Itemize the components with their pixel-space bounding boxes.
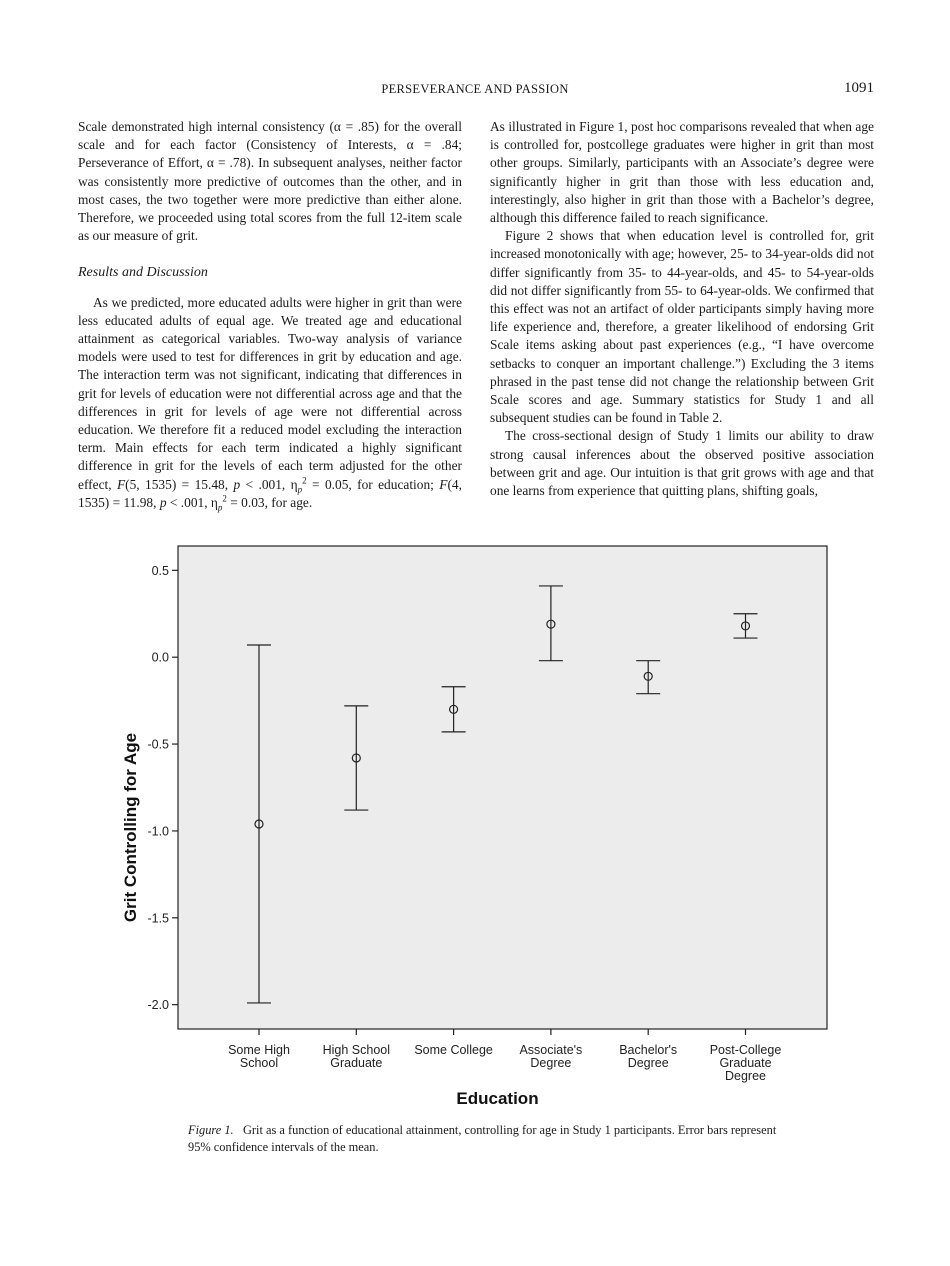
figure-caption bbox=[188, 1122, 778, 1156]
y-tick-label: 0.5 bbox=[151, 563, 169, 578]
right-column bbox=[490, 118, 874, 500]
x-tick-label: Associate's Degree bbox=[519, 1043, 583, 1070]
x-tick-label: High School Graduate bbox=[322, 1043, 391, 1070]
running-head: PERSEVERANCE AND PASSION bbox=[381, 82, 569, 96]
paragraph: As we predicted, more educated adults were higher in grit than were less educated adults of equal age. We treated age and educational attainment as categorical variables. Two-way analysis of variance models were used to test for differences in grit by education and age. The interaction term was not significant, indicating that differences in grit for levels of education were not differential across age and that the differences in grit for levels of age were not differential across education. We therefore fit a reduced model excluding the interaction term. Main effects for each term indicated a highly significant difference in grit for the levels of each term adjusted for the other effect, F(5, 1535) = 15.48, p < .001, $\eta_p^2 = 0.05$, for education; F(4, 1535) = 11.98, p < .001, $\eta_p^2 = 0.03$, for age. bbox=[78, 294, 462, 513]
error-bar-chart bbox=[110, 538, 850, 1118]
left-column bbox=[78, 118, 462, 512]
x-tick-label: Post-College Graduate Degree bbox=[709, 1043, 782, 1083]
y-axis-title: Grit Controlling for Age bbox=[121, 732, 140, 923]
x-tick-label: Some High School bbox=[228, 1043, 290, 1070]
y-tick-label: -1.5 bbox=[147, 911, 169, 926]
x-tick-label: Some College bbox=[414, 1043, 493, 1057]
plot-area bbox=[178, 546, 827, 1029]
paragraph: Scale demonstrated high internal consistency (α = .85) for the overall scale and for each factor (Consistency of Interests, α = .84; Perseverance of Effort, α = .78). In subsequent analyses, neither factor was consistently more predictive of outcomes than the other, and in most cases, the two together were more predictive than either alone. Therefore, we proceeded using total scores from the full 12-item scale as our measure of grit. bbox=[78, 119, 462, 244]
page-number: 1091 bbox=[844, 80, 874, 96]
paragraph: The cross-sectional design of Study 1 limits our ability to draw strong causal inferences about the observed positive association between grit and age. Our intuition is that grit grows with age and that one learns from experience that quitting plans, shifting goals, bbox=[490, 428, 874, 499]
x-axis-title: Education bbox=[456, 1089, 539, 1108]
x-tick-label: Bachelor's Degree bbox=[619, 1043, 678, 1070]
caption-text: Grit as a function of educational attainment, controlling for age in Study 1 participants. Error bars represent 95% confidence intervals of the mean. bbox=[188, 1123, 777, 1154]
paragraph: As illustrated in Figure 1, post hoc comparisons revealed that when age is controlled for, postcollege graduates were higher in grit than most other groups. Similarly, participants with an Associate’s degree were significantly higher in grit than those with less education and, interestingly, also higher in grit than those with a Bachelor’s degree, although this difference failed to reach significance. bbox=[490, 119, 874, 226]
figure-1 bbox=[110, 538, 850, 1118]
section-heading: Results and Discussion bbox=[78, 265, 208, 281]
y-tick-label: -1.0 bbox=[147, 824, 169, 839]
y-tick-label: 0.0 bbox=[151, 650, 169, 665]
y-tick-label: -2.0 bbox=[147, 998, 169, 1013]
y-tick-label: -0.5 bbox=[147, 737, 169, 752]
caption-label: Figure 1. bbox=[188, 1123, 234, 1137]
paragraph: Figure 2 shows that when education level is controlled for, grit increased monotonically with age; however, 25- to 34-year-olds did not differ significantly from 35- to 44-year-olds, and 45- to 54-year-olds did not differ significantly from 55- to 64-year-olds. We confirmed that this effect was not an artifact of older participants simply having more life experience and, therefore, a greater likelihood of endorsing Grit Scale items asking about past experiences (e.g., “I have overcome setbacks to conquer an important challenge.”) Excluding the 3 items phrased in the past tense did not change the relationship between Grit Scale scores and age. Summary statistics for Study 1 and all subsequent studies can be found in Table 2. bbox=[490, 228, 874, 426]
